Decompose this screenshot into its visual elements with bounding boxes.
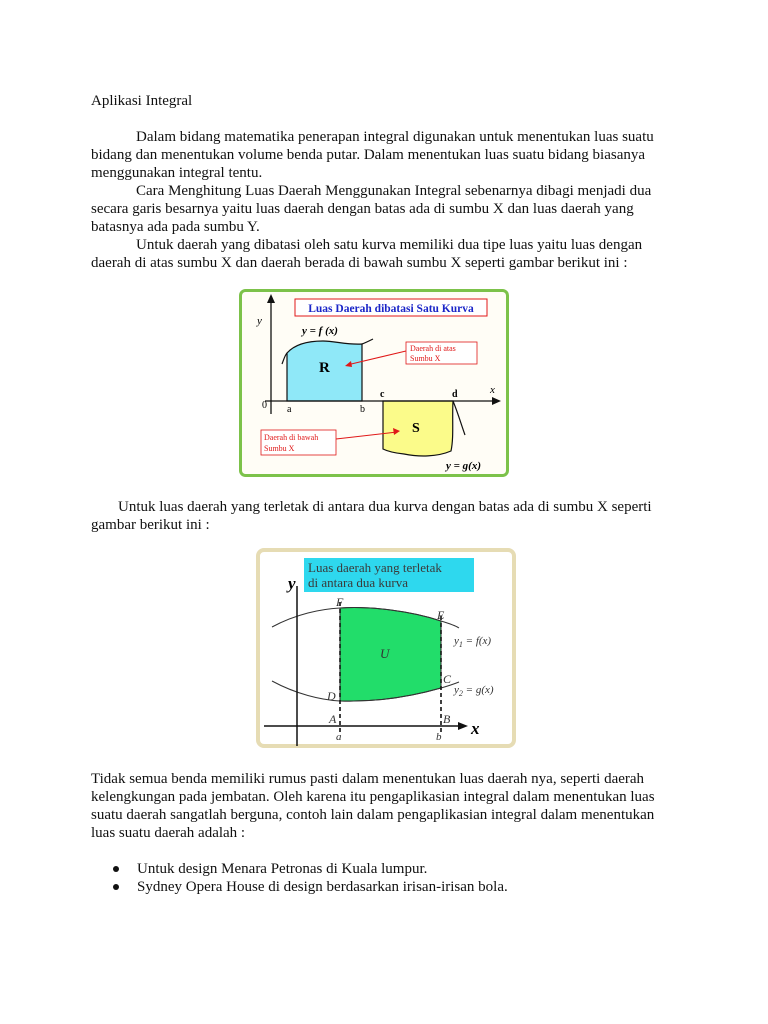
x-axis-label: x bbox=[490, 384, 495, 396]
paragraph-line: Dalam bidang matematika penerapan integral digunakan untuk menentukan luas suatu bbox=[136, 129, 654, 145]
point-f-label: F bbox=[336, 595, 344, 609]
label-a: a bbox=[287, 404, 292, 415]
point-e-label: E bbox=[437, 608, 445, 622]
region-r-label: R bbox=[319, 360, 330, 376]
y-axis-label: y bbox=[288, 574, 296, 593]
point-b-label: B bbox=[443, 712, 451, 726]
figure-two-curves bbox=[256, 548, 516, 748]
annotation-below-line2: Sumbu X bbox=[264, 444, 295, 453]
y1-curve-label: $y_1 = f(x)$ bbox=[454, 635, 492, 649]
paragraph-line: menggunakan integral tentu. bbox=[91, 165, 263, 181]
figure-title: Luas Daerah dibatasi Satu Kurva bbox=[308, 303, 474, 315]
origin-label: 0 bbox=[262, 400, 267, 411]
paragraph-line: suatu daerah sangatlah berguna, contoh lain dalam pengaplikasian integral dalam menentukan bbox=[91, 807, 655, 823]
bullet-list bbox=[137, 860, 508, 896]
paragraph-line: luas suatu daerah adalah : bbox=[91, 825, 246, 841]
x-axis-label: x bbox=[471, 719, 480, 738]
paragraph-line: batasnya ada pada sumbu Y. bbox=[91, 219, 260, 235]
bullet-dot-icon bbox=[113, 884, 119, 890]
annotation-above-line1: Daerah di atas bbox=[410, 344, 456, 353]
figure-title-line1: Luas daerah yang terletak bbox=[308, 560, 442, 575]
annotation-below-line1: Daerah di bawah bbox=[264, 433, 319, 442]
figure-single-curve bbox=[239, 289, 509, 477]
paragraph-line: Untuk daerah yang dibatasi oleh satu kurva memiliki dua tipe luas yaitu luas dengan bbox=[136, 237, 643, 253]
paragraph-line: gambar berikut ini : bbox=[91, 517, 210, 533]
f-curve-label: y = f (x) bbox=[302, 325, 338, 337]
paragraph-line: Untuk luas daerah yang terletak di antara dua kurva dengan batas ada di sumbu X seperti bbox=[118, 499, 652, 515]
paragraph-line: secara garis besarnya yaitu luas daerah dengan batas ada di sumbu X dan luas daerah yang bbox=[91, 201, 634, 217]
list-item: Sydney Opera House di design berdasarkan irisan-irisan bola. bbox=[137, 878, 508, 896]
bullet-dot-icon bbox=[113, 866, 119, 872]
region-u-label: U bbox=[380, 646, 390, 661]
point-a-label: A bbox=[329, 712, 337, 726]
document-title: Aplikasi Integral bbox=[91, 93, 193, 109]
figure-title-line2: di antara dua kurva bbox=[308, 575, 408, 590]
label-d: d bbox=[452, 389, 458, 400]
paragraph-line: bidang dan menentukan volume benda putar. Dalam menentukan luas suatu bidang biasanya bbox=[91, 147, 646, 163]
tick-b-label: b bbox=[436, 731, 442, 743]
paragraph-line: Tidak semua benda memiliki rumus pasti dalam menentukan luas daerah nya, seperti daerah bbox=[91, 771, 645, 787]
g-curve-label: y = g(x) bbox=[446, 460, 481, 472]
point-d-label: D bbox=[327, 689, 336, 703]
annotation-above-line2: Sumbu X bbox=[410, 354, 441, 363]
point-c-label: C bbox=[443, 672, 452, 686]
y-axis-label: y bbox=[257, 315, 262, 327]
label-b: b bbox=[360, 404, 365, 415]
region-s-label: S bbox=[412, 421, 420, 436]
y2-curve-label: $y_2 = g(x)$ bbox=[454, 684, 494, 698]
list-item: Untuk design Menara Petronas di Kuala lumpur. bbox=[137, 860, 508, 878]
paragraph-line: Cara Menghitung Luas Daerah Menggunakan Integral sebenarnya dibagi menjadi dua bbox=[136, 183, 652, 199]
tick-a-label: a bbox=[336, 731, 342, 743]
region-u bbox=[340, 608, 441, 702]
paragraph-line: daerah di atas sumbu X dan daerah berada di bawah sumbu X seperti gambar berikut ini : bbox=[91, 255, 628, 271]
label-c: c bbox=[380, 389, 385, 400]
paragraph-line: kelengkungan pada jembatan. Oleh karena itu pengaplikasian integral dalam menentukan luas bbox=[91, 789, 655, 805]
